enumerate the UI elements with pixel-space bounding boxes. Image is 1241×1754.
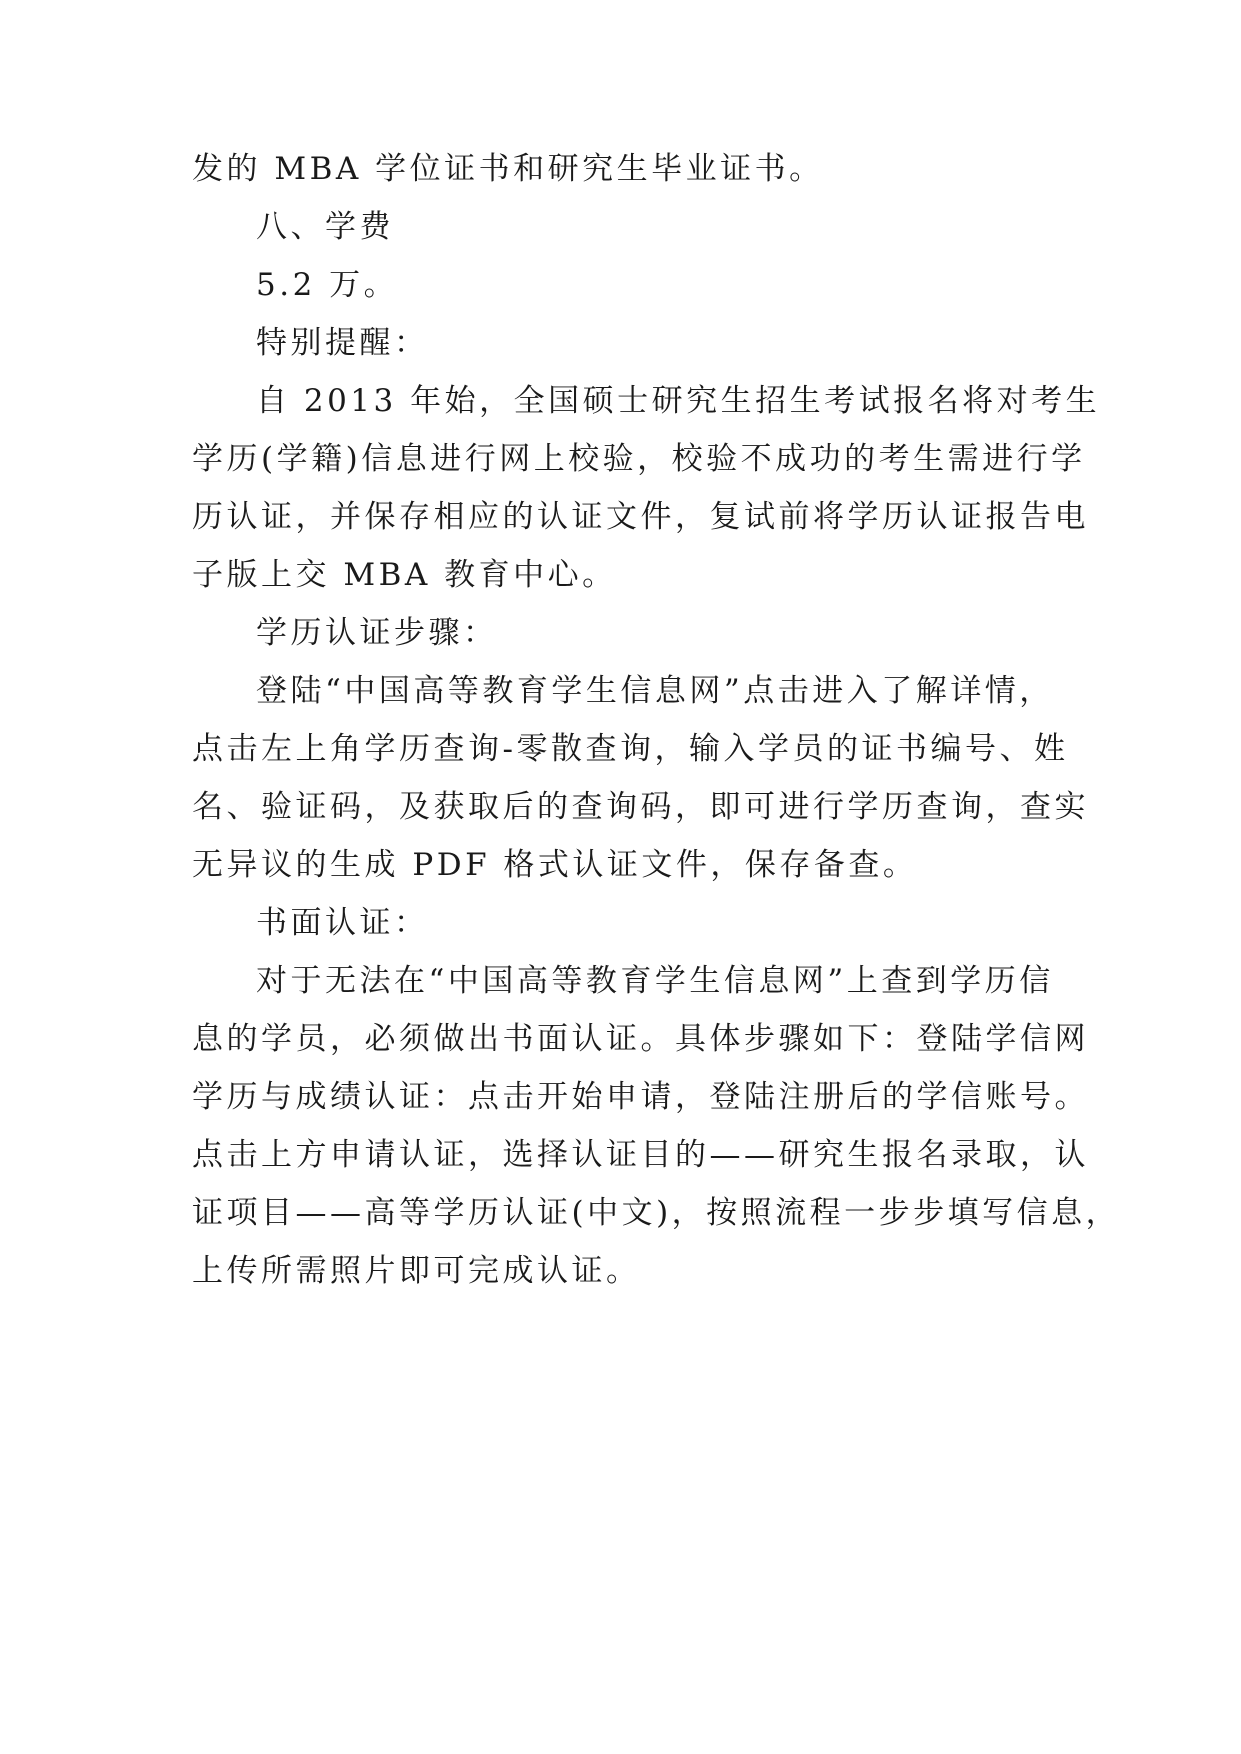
verification-steps-heading: 学历认证步骤： [256,615,498,651]
text-line-12: 名、验证码，及获取后的查询码，即可进行学历查询，查实 [192,789,1089,825]
text-line-5: 自 2013 年始，全国硕士研究生招生考试报名将对考生 [256,383,1101,419]
section-heading-tuition: 八、学费 [256,209,394,245]
written-verification-heading: 书面认证： [256,905,429,941]
text-line-17: 学历与成绩认证：点击开始申请，登陆注册后的学信账号。 [192,1079,1089,1115]
tuition-amount: 5.2 万。 [256,267,399,303]
text-line-20: 上传所需照片即可完成认证。 [192,1253,641,1289]
text-line-19: 证项目——高等学历认证(中文)，按照流程一步步填写信息， [192,1195,1121,1231]
text-line-18: 点击上方申请认证，选择认证目的——研究生报名录取，认 [192,1137,1089,1173]
text-line-11: 点击左上角学历查询-零散查询，输入学员的证书编号、姓 [192,731,1069,767]
text-line-13: 无异议的生成 PDF 格式认证文件，保存备查。 [192,847,918,883]
text-line-8: 子版上交 MBA 教育中心。 [192,557,617,593]
text-line-1: 发的 MBA 学位证书和研究生毕业证书。 [192,151,824,187]
text-line-7: 历认证，并保存相应的认证文件，复试前将学历认证报告电 [192,499,1089,535]
text-line-15: 对于无法在“中国高等教育学生信息网”上查到学历信 [256,963,1054,999]
special-reminder-heading: 特别提醒： [256,325,429,361]
text-line-6: 学历(学籍)信息进行网上校验，校验不成功的考生需进行学 [192,441,1086,477]
text-line-10: 登陆“中国高等教育学生信息网”点击进入了解详情， [256,673,1054,709]
text-line-16: 息的学员，必须做出书面认证。具体步骤如下：登陆学信网 [192,1021,1089,1057]
